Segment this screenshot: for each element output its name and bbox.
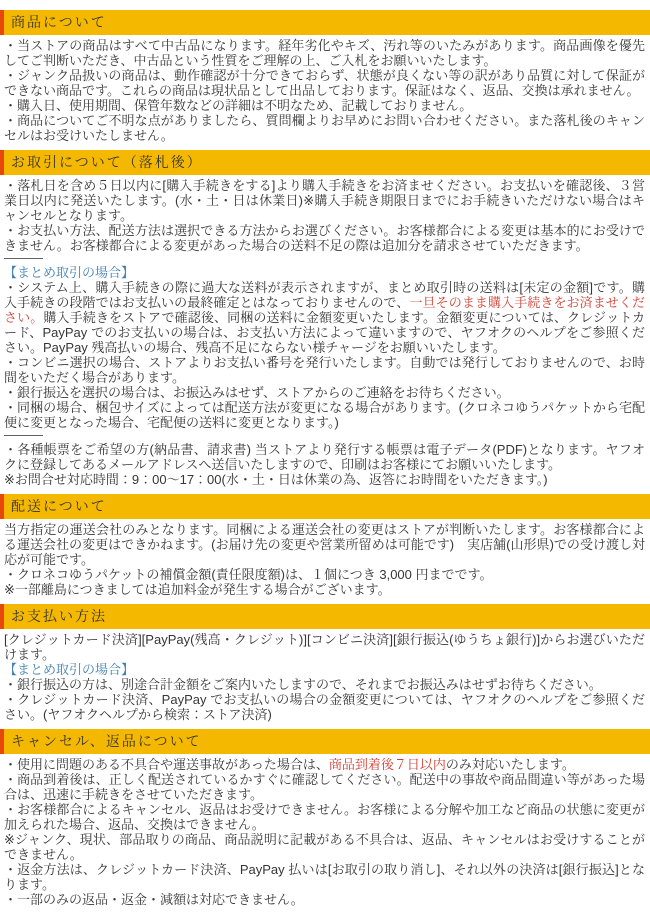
description-paragraph [4,442,645,472]
section-about-items [0,10,650,143]
description-paragraph [4,355,645,385]
text-run: ・銀行振込を選択の場合は、お振込みはせず、ストアからのご連絡をお待ちください。 [4,385,510,400]
description-paragraph [4,582,645,597]
section-transaction [0,150,650,487]
section-shipping [0,494,650,597]
section-header: 商品について [0,10,650,35]
text-run: ※一部離島につきましては追加料金が発生する場合がございます。 [4,582,391,597]
description-paragraph [4,98,645,113]
section-body [0,175,650,487]
description-paragraph [4,223,645,253]
text-run: ・使用に問題のある不具合や運送事故があった場合は、 [4,757,329,772]
description-paragraph [4,178,645,223]
text-run: ・銀行振込の方は、別途合計金額をご案内いたしますので、それまでお振込みはせずお待ちください。 [4,677,602,692]
text-run: ・商品についてご不明な点がありましたら、質問欄よりお早めにお問い合わせください。また落札後のキャンセルはお受けいたしません。 [4,113,645,143]
description-paragraph [4,113,645,143]
text-run: ・落札日を含め５日以内に[購入手続きをする]より購入手続きをお済ませください。お支払いを確認後、３営業日以内に発送いたします。(水・土・日は休業日)※購入手続き期限日までにお手続きいただけない場合はキャンセルとなります。 [4,178,645,223]
text-run: ・同梱の場合、梱包サイズによっては配送方法が変更になる場合があります。(クロネコゆうパケットから宅配便に変更となった場合、宅配便の送料に変更となります。) [4,400,645,430]
text-run: ・お客様都合によるキャンセル、返品はお受けできません。お客様による分解や加工など商品の状態に変更が加えられた場合、返品、交換はできません。 [4,802,645,832]
description-paragraph [4,385,645,400]
section-body [0,519,650,597]
description-paragraph [4,522,645,567]
text-run: のみ対応いたします。 [445,757,575,772]
text-run: 当方指定の運送会社のみとなります。同梱による運送会社の変更はストアが判断いたします。お客様都合による運送会社の変更はできかねます。(お届け先の変更や営業所留めは可能です) 実店舗(山形県)での受け渡し対応が可能です。 [4,522,645,567]
section-divider: ――― [4,430,43,442]
text-run: [クレジットカード決済][PayPay(残高・クレジット)][コンビニ決済][銀行振込(ゆうちょ銀行)]からお選びいただけます。 [4,632,645,662]
description-paragraph [4,567,645,582]
blue-emphasis-text: 【まとめ取引の場合】 [4,265,135,280]
description-paragraph [4,757,645,772]
section-header: お支払い方法 [0,604,650,629]
text-run: ・各種帳票をご希望の方(納品書、請求書) 当ストアより発行する帳票は電子データ(PDF)となります。ヤフオクに登録してあるメールアドレスへ送信いたしますので、印刷はお客様にてお願いいたします。 [4,442,645,472]
section-cancel-return [0,729,650,907]
text-run: ※お問合せ対応時間：9：00～17：00(水・土・日は休業の為、返答にお時間をいただきます。) [4,472,548,487]
description-paragraph [4,802,645,832]
description-paragraph [4,68,645,98]
text-run: ・一部のみの返品・返金・減額は対応できません。 [4,892,304,907]
text-run: ・システム上、購入手続きの際に過大な送料が表示されますが、まとめ取引時の送料は[未定の金額]です。購入手続きの段階ではお支払いの最終確定とはなっておりませんので、 [4,280,645,310]
blue-emphasis-text: 【まとめ取引の場合】 [4,662,135,677]
section-body [0,754,650,907]
text-run: ・購入日、使用期間、保管年数などの詳細は不明なため、記載しておりません。 [4,98,473,113]
text-run: ・返金方法は、クレジットカード決済、PayPay 払いは[お取引の取り消し]、それ以外の決済は[銀行振込]となります。 [4,862,645,892]
description-paragraph [4,677,645,692]
text-run: ・クロネコゆうパケットの補償金額(責任限度額)は、１個につき 3,000 円までです。 [4,567,493,582]
description-paragraph [4,892,645,907]
section-body [0,629,650,722]
subheading [4,662,645,677]
red-emphasis-text: 商品到着後７日以内 [328,757,446,772]
text-run: ・当ストアの商品はすべて中古品になります。経年劣化やキズ、汚れ等のいたみがあります。商品画像を優先してご判断いただき、中古品という性質をご理解の上、ご入札をお願いいたします。 [4,38,645,68]
description-paragraph [4,472,645,487]
text-run: ※ジャンク、現状、部品取りの商品、商品説明に記載がある不具合は、返品、キャンセルはお受けすることができません。 [4,832,645,862]
description-paragraph [4,832,645,862]
section-header: キャンセル、返品について [0,729,650,754]
section-header: お取引について（落札後） [0,150,650,175]
section-header: 配送について [0,494,650,519]
text-run: ・ジャンク品扱いの商品は、動作確認が十分できておらず、状態が良くない等の訳があり品質に対して保証ができない商品です。これらの商品は現状品として出品しております。保証はなく、返品、交換は承れません。 [4,68,645,98]
description-paragraph [4,692,645,722]
section-body [0,35,650,143]
description-paragraph [4,772,645,802]
description-paragraph [4,862,645,892]
subheading [4,265,645,280]
text-run: ・クレジットカード決済、PayPay でお支払いの場合の金額変更については、ヤフオクのヘルプをご参照ください。(ヤフオクヘルプから検索：ストア決済) [4,692,645,722]
text-run: ・コンビニ選択の場合、ストアよりお支払い番号を発行いたします。自動では発行しておりませんので、お時間をいただく場合があります。 [4,355,645,385]
section-divider: ――― [4,253,43,265]
red-emphasis-text: 一旦そのまま購入手続きをお済ませください。 [4,295,645,325]
text-run: 購入手続きをストアで確認後、同梱の送料に金額変更いたします。金額変更については、クレジットカード、PayPay でのお支払いの場合は、お支払い方法によって違いますので、ヤフオクのヘルプをご参照ください。PayPay 残高払いの場合、残高不足にならない様チャージをお願いいたします。 [4,310,645,355]
description-paragraph [4,38,645,68]
description-paragraph [4,632,645,662]
text-run: ・お支払い方法、配送方法は選択できる方法からお選びください。お客様都合による変更は基本的にお受けできません。お客様都合による変更があった場合の送料不足の際は追加分を請求させていただきます。 [4,223,645,253]
description-paragraph [4,400,645,430]
section-payment [0,604,650,722]
description-paragraph [4,280,645,355]
text-run: ・商品到着後は、正しく配送されているかすぐに確認してください。配送中の事故や商品間違い等があった場合は、迅速に手続きをさせていただきます。 [4,772,645,802]
